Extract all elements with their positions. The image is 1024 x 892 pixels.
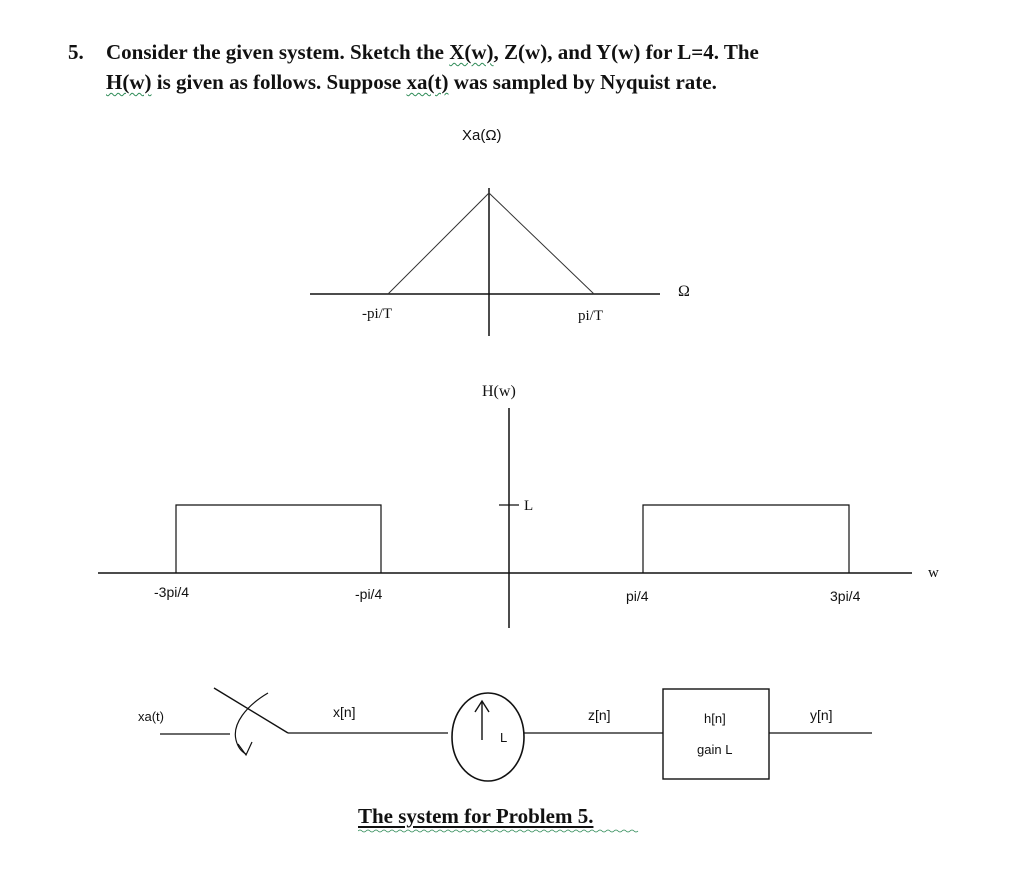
input-label: xa(t) — [138, 709, 164, 724]
xa-left-tick: -pi/T — [362, 306, 392, 322]
h-axis-label: w — [928, 565, 939, 581]
problem-text: is given as follows. Suppose — [151, 70, 407, 94]
figure-caption: The system for Problem 5. — [358, 804, 594, 828]
caption-spellcheck-underline — [358, 829, 640, 833]
h-tick-neg-3pi4: -3pi/4 — [154, 584, 190, 600]
problem-term-hw: H(w) — [106, 70, 152, 94]
xa-spectrum-plot — [310, 127, 690, 336]
problem-text: was sampled by Nyquist rate. — [448, 70, 717, 94]
problem-text: , Z(w), and Y(w) for L=4. The — [493, 40, 759, 64]
problem-term-xw: X(w) — [449, 40, 494, 64]
h-passband-right — [643, 505, 849, 573]
xa-triangle — [388, 193, 594, 294]
filter-block — [663, 689, 769, 779]
sampler-rotation-arc — [235, 693, 268, 754]
output-label: y[n] — [810, 707, 833, 723]
sampler-switch-arm — [214, 688, 288, 733]
filter-gain-label: gain L — [697, 742, 733, 757]
xa-plot-title: Xa(Ω) — [462, 127, 502, 144]
h-tick-neg-pi4: -pi/4 — [355, 586, 383, 602]
h-response-plot — [98, 383, 939, 628]
h-tick-pi4: pi/4 — [626, 588, 649, 604]
problem-text: Consider the given system. Sketch the — [106, 40, 450, 64]
h-plot-title: H(w) — [482, 383, 516, 400]
xn-label: x[n] — [333, 704, 356, 720]
block-diagram — [138, 688, 872, 781]
h-tick-3pi4: 3pi/4 — [830, 588, 861, 604]
xa-right-tick: pi/T — [578, 308, 603, 324]
problem-number: 5. — [68, 40, 84, 64]
zn-label: z[n] — [588, 707, 611, 723]
h-passband-left — [176, 505, 381, 573]
problem-term-xat: xa(t) — [406, 70, 449, 94]
filter-label: h[n] — [704, 711, 726, 726]
upsampler-label: L — [500, 730, 508, 745]
upsampler-circle — [452, 693, 524, 781]
xa-axis-label: Ω — [678, 283, 690, 300]
h-level-label: L — [524, 498, 534, 514]
